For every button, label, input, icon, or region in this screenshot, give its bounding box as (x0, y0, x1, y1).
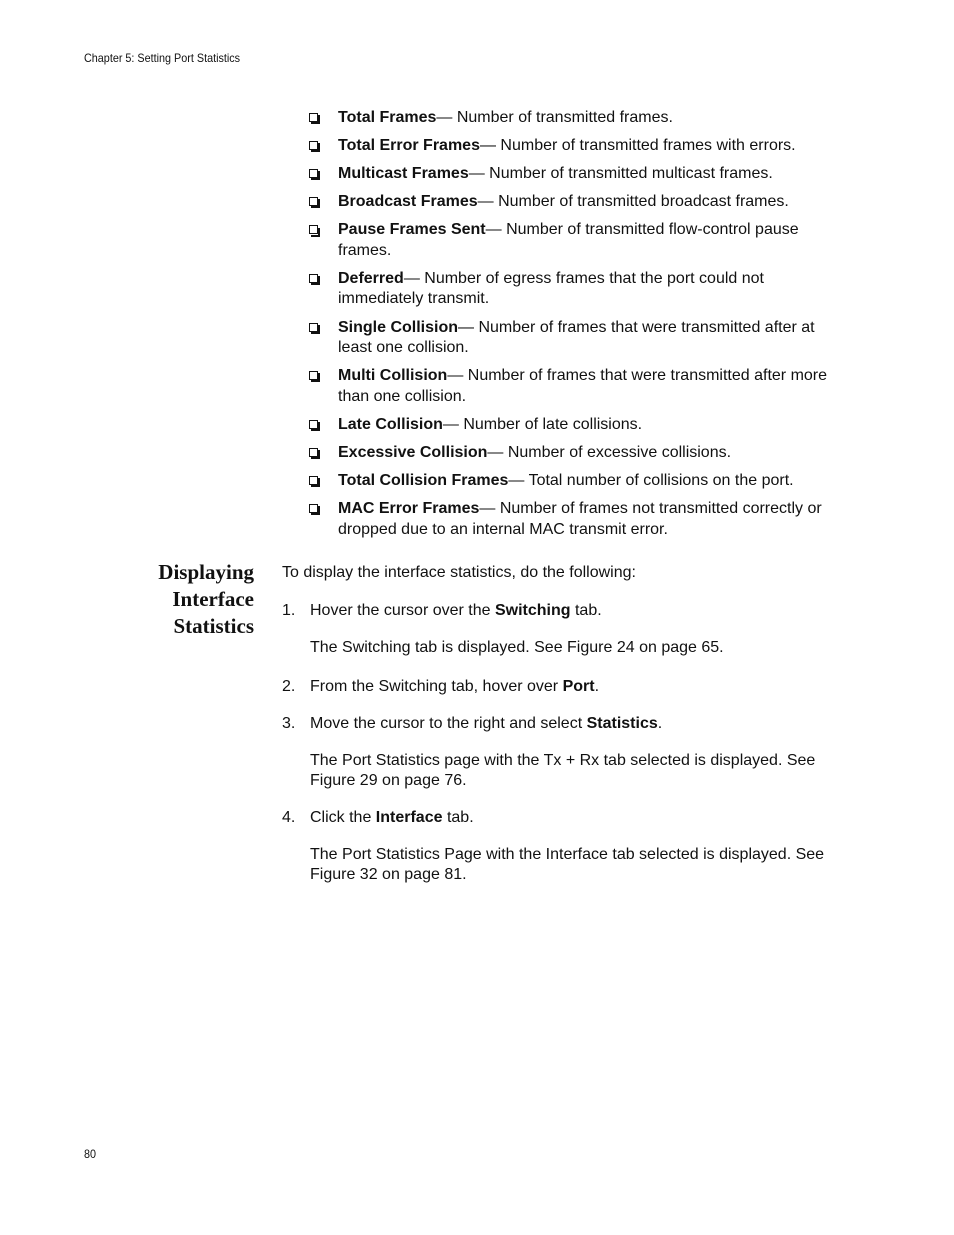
term-label: Multicast Frames (338, 165, 469, 183)
step-text-pre: Move the cursor to the right and select (310, 714, 587, 732)
ui-term: Interface (375, 808, 443, 826)
term-label: Total Collision Frames (338, 471, 509, 489)
step-4 (282, 808, 842, 886)
step-text-post: tab. (570, 602, 602, 619)
checkbox-bullet-icon (309, 371, 318, 380)
term-description: — Number of transmitted frames. (436, 109, 673, 126)
list-item (309, 108, 844, 129)
term-description: — Number of frames that were transmitted after more than one collision. (338, 367, 828, 405)
list-item (309, 164, 844, 185)
checkbox-bullet-icon (309, 476, 318, 485)
list-item (309, 366, 844, 407)
checkbox-bullet-icon (309, 504, 318, 513)
term-description: — Number of transmitted flow-control pause frames. (338, 221, 799, 259)
list-item (309, 415, 844, 436)
step-1 (282, 601, 842, 659)
term-label: Single Collision (338, 318, 459, 336)
step-number: 1. (282, 602, 296, 619)
list-item (309, 269, 844, 310)
page-number: 80 (84, 1147, 97, 1161)
list-item (309, 471, 844, 492)
term-label: Total Frames (338, 109, 437, 126)
checkbox-bullet-icon (309, 323, 318, 332)
step-number: 2. (282, 677, 296, 695)
step-text (310, 601, 842, 621)
term-description: — Number of transmitted frames with errors. (479, 137, 796, 155)
step-text-pre: From the Switching tab, hover over (310, 677, 563, 695)
step-number: 3. (282, 714, 296, 732)
checkbox-bullet-icon (309, 113, 318, 122)
term-description: — Number of excessive collisions. (487, 443, 732, 461)
step-text-post: . (594, 677, 600, 695)
section-heading (130, 559, 254, 640)
transmit-statistics-list (309, 108, 844, 548)
list-item (309, 318, 844, 359)
step-note: The Port Statistics page with the Tx + Rx tab selected is displayed. See Figure 29 on page 76. (310, 751, 816, 789)
term-description: — Total number of collisions on the port. (508, 471, 794, 489)
step-note: The Switching tab is displayed. See Figure 24 on page 65. (310, 639, 724, 656)
list-item (309, 192, 844, 213)
intro-paragraph: To display the interface statistics, do the following: (282, 564, 636, 581)
list-item (309, 220, 844, 261)
step-text (310, 714, 842, 734)
term-label: Late Collision (338, 415, 443, 433)
term-description: — Number of frames not transmitted correctly or dropped due to an internal MAC transmit error. (338, 500, 822, 538)
term-label: MAC Error Frames (338, 500, 480, 518)
section-heading-line: Statistics (173, 614, 254, 638)
checkbox-bullet-icon (309, 225, 318, 234)
step-3 (282, 714, 842, 792)
step-text-pre: Hover the cursor over the (310, 602, 495, 619)
checkbox-bullet-icon (309, 420, 318, 429)
term-label: Excessive Collision (338, 443, 488, 461)
step-text-pre: Click the (310, 808, 376, 826)
running-header: Chapter 5: Setting Port Statistics (84, 51, 241, 65)
step-2 (282, 677, 842, 697)
term-label: Deferred (338, 269, 404, 287)
term-label: Broadcast Frames (338, 193, 478, 211)
procedure-steps (282, 601, 842, 886)
step-note: The Port Statistics Page with the Interface tab selected is displayed. See Figure 32 on page 81. (310, 845, 825, 883)
checkbox-bullet-icon (309, 274, 318, 283)
step-text (310, 808, 842, 828)
step-text-post: . (657, 714, 663, 732)
step-text (310, 677, 842, 697)
checkbox-bullet-icon (309, 141, 318, 150)
term-label: Total Error Frames (338, 137, 480, 155)
term-label: Pause Frames Sent (338, 221, 486, 239)
list-item (309, 136, 844, 157)
step-text-post: tab. (442, 808, 474, 826)
term-description: — Number of egress frames that the port could not immediately transmit. (338, 269, 764, 308)
step-number: 4. (282, 808, 296, 826)
section-heading-line: Displaying (158, 560, 254, 584)
term-description: — Number of transmitted broadcast frames. (477, 193, 789, 211)
checkbox-bullet-icon (309, 169, 318, 178)
section-heading-line: Interface (172, 587, 254, 611)
term-description: — Number of transmitted multicast frames. (468, 165, 773, 183)
term-label: Multi Collision (338, 367, 448, 385)
ui-term: Port (562, 677, 595, 695)
checkbox-bullet-icon (309, 448, 318, 457)
list-item (309, 499, 844, 540)
ui-term: Switching (494, 602, 571, 619)
term-description: — Number of late collisions. (442, 415, 643, 433)
checkbox-bullet-icon (309, 197, 318, 206)
list-item (309, 443, 844, 464)
ui-term: Statistics (586, 714, 658, 732)
term-description: — Number of frames that were transmitted after at least one collision. (338, 318, 815, 357)
